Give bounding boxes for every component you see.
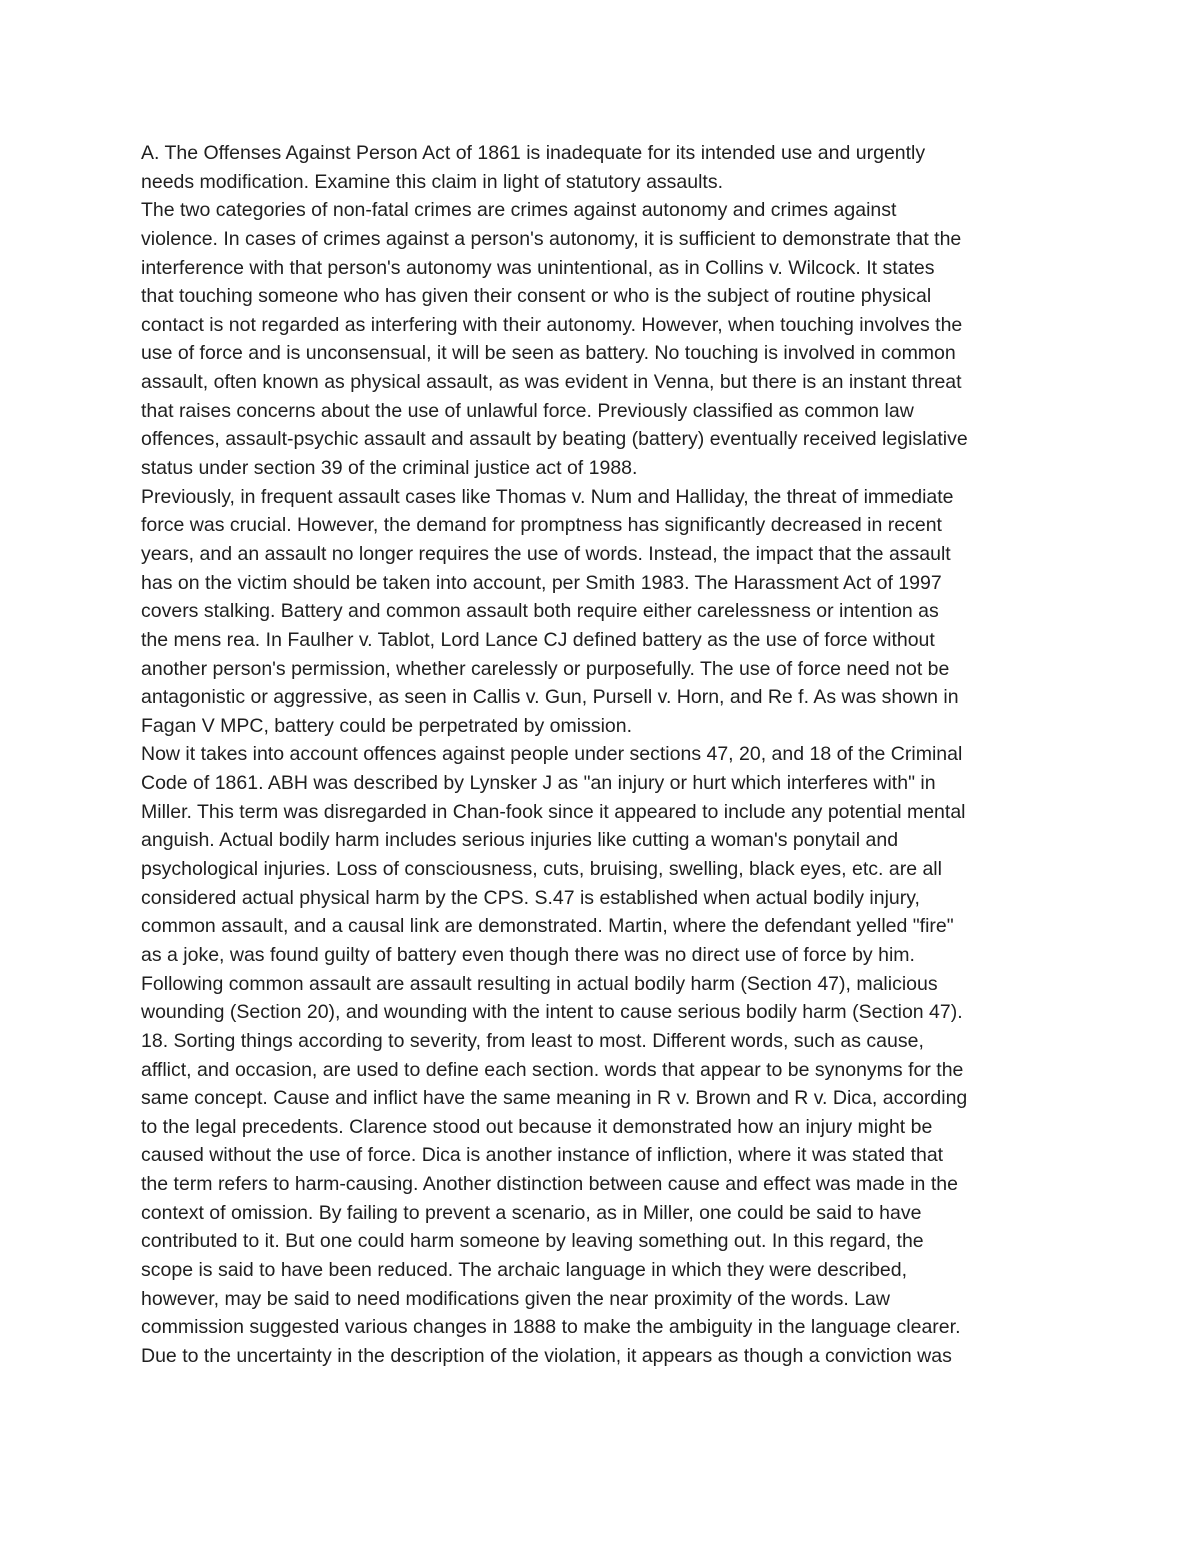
text-line: however, may be said to need modifications given the near proximity of the words. Law	[141, 1287, 890, 1310]
text-line: Code of 1861. ABH was described by Lynsker J as "an injury or hurt which interferes with" in	[141, 772, 936, 795]
text-line: contact is not regarded as interfering with their autonomy. However, when touching involves the	[141, 313, 963, 336]
text-line: scope is said to have been reduced. The archaic language in which they were described,	[141, 1258, 908, 1281]
text-line: psychological injuries. Loss of consciousness, cuts, bruising, swelling, black eyes, etc. are all	[141, 858, 942, 881]
text-line: the mens rea. In Faulher v. Tablot, Lord Lance CJ defined battery as the use of force without	[141, 628, 935, 651]
text-line: The two categories of non-fatal crimes are crimes against autonomy and crimes against	[141, 199, 897, 222]
text-line: that touching someone who has given their consent or who is the subject of routine physical	[141, 285, 932, 308]
text-line: the term refers to harm-causing. Another distinction between cause and effect was made in the	[141, 1173, 958, 1196]
text-line: afflict, and occasion, are used to define each section. words that appear to be synonyms for the	[141, 1058, 964, 1081]
text-line: considered actual physical harm by the CPS. S.47 is established when actual bodily injury,	[141, 886, 920, 909]
text-line: as a joke, was found guilty of battery even though there was no direct use of force by him.	[141, 943, 915, 966]
text-line: Previously, in frequent assault cases like Thomas v. Num and Halliday, the threat of immediate	[141, 485, 954, 508]
document-body	[141, 139, 1061, 1399]
text-line: 18. Sorting things according to severity, from least to most. Different words, such as cause,	[141, 1029, 924, 1052]
text-line: A. The Offenses Against Person Act of 1861 is inadequate for its intended use and urgently	[141, 142, 926, 164]
text-line: context of omission. By failing to prevent a scenario, as in Miller, one could be said to have	[141, 1201, 922, 1224]
text-line: anguish. Actual bodily harm includes serious injuries like cutting a woman's ponytail and	[141, 829, 899, 852]
text-line: common assault, and a causal link are demonstrated. Martin, where the defendant yelled "fire"	[141, 915, 954, 938]
text-line: contributed to it. But one could harm someone by leaving something out. In this regard, the	[141, 1230, 924, 1253]
text-line: Miller. This term was disregarded in Chan-fook since it appeared to include any potential mental	[141, 800, 966, 823]
text-line: another person's permission, whether carelessly or purposefully. The use of force need not be	[141, 657, 950, 680]
text-line	[141, 1371, 1061, 1400]
text-line: years, and an assault no longer requires the use of words. Instead, the impact that the assault	[141, 542, 951, 565]
text-line: status under section 39 of the criminal justice act of 1988.	[141, 457, 638, 480]
text-line: Fagan V MPC, battery could be perpetrated by omission.	[141, 714, 633, 737]
text-line: has on the victim should be taken into account, per Smith 1983. The Harassment Act of 1997	[141, 571, 942, 594]
text-line: antagonistic or aggressive, as seen in Callis v. Gun, Pursell v. Horn, and Re f. As was shown in	[141, 686, 959, 709]
text-line: Due to the uncertainty in the description of the violation, it appears as though a conviction was	[141, 1344, 952, 1367]
text-line: needs modification. Examine this claim in light of statutory assaults.	[141, 170, 724, 193]
text-line: Now it takes into account offences against people under sections 47, 20, and 18 of the Criminal	[141, 743, 963, 766]
text-line: use of force and is unconsensual, it will be seen as battery. No touching is involved in common	[141, 342, 956, 365]
text-line: assault, often known as physical assault, as was evident in Venna, but there is an instant threat	[141, 371, 962, 394]
text-line: violence. In cases of crimes against a person's autonomy, it is sufficient to demonstrate that the	[141, 227, 962, 250]
text-line: interference with that person's autonomy was unintentional, as in Collins v. Wilcock. It states	[141, 256, 935, 279]
text-line: wounding (Section 20), and wounding with the intent to cause serious bodily harm (Section 47).	[141, 1001, 963, 1024]
text-line: caused without the use of force. Dica is another instance of infliction, where it was stated that	[141, 1144, 944, 1167]
text-line: that raises concerns about the use of unlawful force. Previously classified as common law	[141, 399, 914, 422]
text-line: same concept. Cause and inflict have the same meaning in R v. Brown and R v. Dica, according	[141, 1087, 968, 1110]
text-line: force was crucial. However, the demand for promptness has significantly decreased in recent	[141, 514, 942, 537]
text-line: covers stalking. Battery and common assault both require either carelessness or intention as	[141, 600, 939, 623]
text-line: to the legal precedents. Clarence stood out because it demonstrated how an injury might be	[141, 1115, 933, 1138]
text-line: Following common assault are assault resulting in actual bodily harm (Section 47), malicious	[141, 972, 938, 995]
text-line: commission suggested various changes in 1888 to make the ambiguity in the language clearer.	[141, 1316, 961, 1339]
text-line: offences, assault-psychic assault and assault by beating (battery) eventually received legislative	[141, 428, 968, 451]
